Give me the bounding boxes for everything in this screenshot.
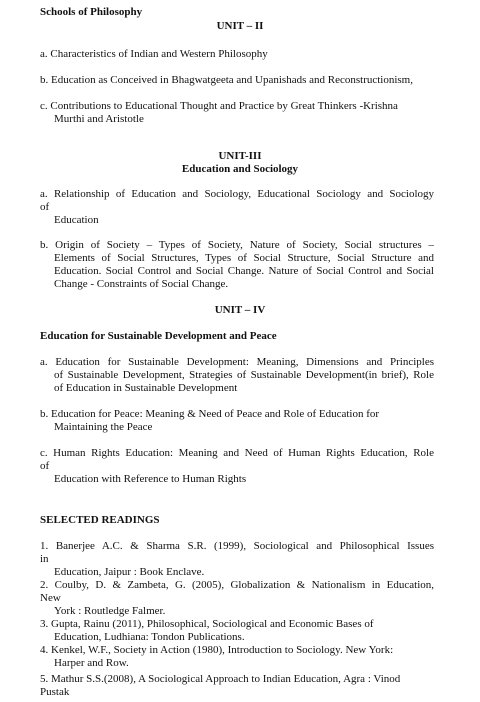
reading-3-line-2: Education, Ludhiana: Tondon Publications. — [54, 631, 245, 643]
unit-4-item-c-line-1: c. Human Rights Education: Meaning and Need of Human Rights Education, Role — [40, 447, 434, 459]
unit-4-item-c-line-2: of — [40, 460, 50, 472]
reading-1-line-3: Education, Jaipur : Book Enclave. — [54, 566, 205, 578]
unit-3-item-b-line-2: Elements of Social Structures, Types of Social Structure, Social Structure and — [54, 252, 434, 264]
reading-5-line-2: Pustak — [40, 686, 70, 698]
reading-4-line-1: 4. Kenkel, W.F., Society in Action (1980), Introduction to Sociology. New York: — [40, 644, 394, 656]
reading-2-line-2: New — [40, 592, 61, 604]
selected-readings-heading: SELECTED READINGS — [40, 514, 160, 526]
unit-4-item-a-line-2: of Sustainable Development, Strategies of Sustainable Development(in brief), Role — [54, 369, 434, 381]
reading-4-line-2: Harper and Row. — [54, 657, 129, 669]
unit-4-item-a-line-1: a. Education for Sustainable Development: Meaning, Dimensions and Principles — [40, 356, 434, 368]
reading-2-line-3: York : Routledge Falmer. — [54, 605, 166, 617]
unit-2-item-c-line-2: Murthi and Aristotle — [54, 113, 144, 125]
unit-2-item-a: a. Characteristics of Indian and Western Philosophy — [40, 48, 268, 60]
unit-3-subheading: Education and Sociology — [181, 163, 299, 175]
unit-3-item-a-line-1: a. Relationship of Education and Sociology, Educational Sociology and Sociology — [40, 188, 434, 200]
unit-3-item-a-line-3: Education — [54, 214, 99, 226]
unit-4-item-a-line-3: of Education in Sustainable Development — [54, 382, 238, 394]
unit-2-item-b: b. Education as Conceived in Bhagwatgeeta and Upanishads and Reconstructionism, — [40, 74, 413, 86]
reading-1-line-2: in — [40, 553, 49, 565]
reading-1-line-1: 1. Banerjee A.C. & Sharma S.R. (1999), Sociological and Philosophical Issues — [40, 540, 434, 552]
unit-3-item-b-line-4: Change - Constraints of Social Change. — [54, 278, 229, 290]
reading-5-line-1: 5. Mathur S.S.(2008), A Sociological Approach to Indian Education, Agra : Vinod — [40, 673, 401, 685]
unit-4-item-c-line-3: Education with Reference to Human Rights — [54, 473, 247, 485]
unit-2-item-c-line-1: c. Contributions to Educational Thought and Practice by Great Thinkers -Krishna — [40, 100, 398, 112]
unit-3-item-b-line-3: Education. Social Control and Social Change. Nature of Social Control and Social — [54, 265, 434, 277]
reading-2-line-1: 2. Coulby, D. & Zambeta, G. (2005), Globalization & Nationalism in Education, — [40, 579, 434, 591]
unit-4-item-b-line-1: b. Education for Peace: Meaning & Need of Peace and Role of Education for — [40, 408, 380, 420]
unit-3-item-a-line-2: of — [40, 201, 50, 213]
unit-3-heading: UNIT-III — [218, 150, 262, 162]
section-title: Schools of Philosophy — [40, 6, 143, 18]
unit-2-heading: UNIT – II — [216, 20, 264, 32]
unit-4-item-b-line-2: Maintaining the Peace — [54, 421, 153, 433]
unit-4-subheading: Education for Sustainable Development and Peace — [40, 330, 277, 342]
reading-3-line-1: 3. Gupta, Rainu (2011), Philosophical, Sociological and Economic Bases of — [40, 618, 374, 630]
unit-4-heading: UNIT – IV — [214, 304, 266, 316]
unit-3-item-b-line-1: b. Origin of Society – Types of Society, Nature of Society, Social structures – — [40, 239, 434, 251]
